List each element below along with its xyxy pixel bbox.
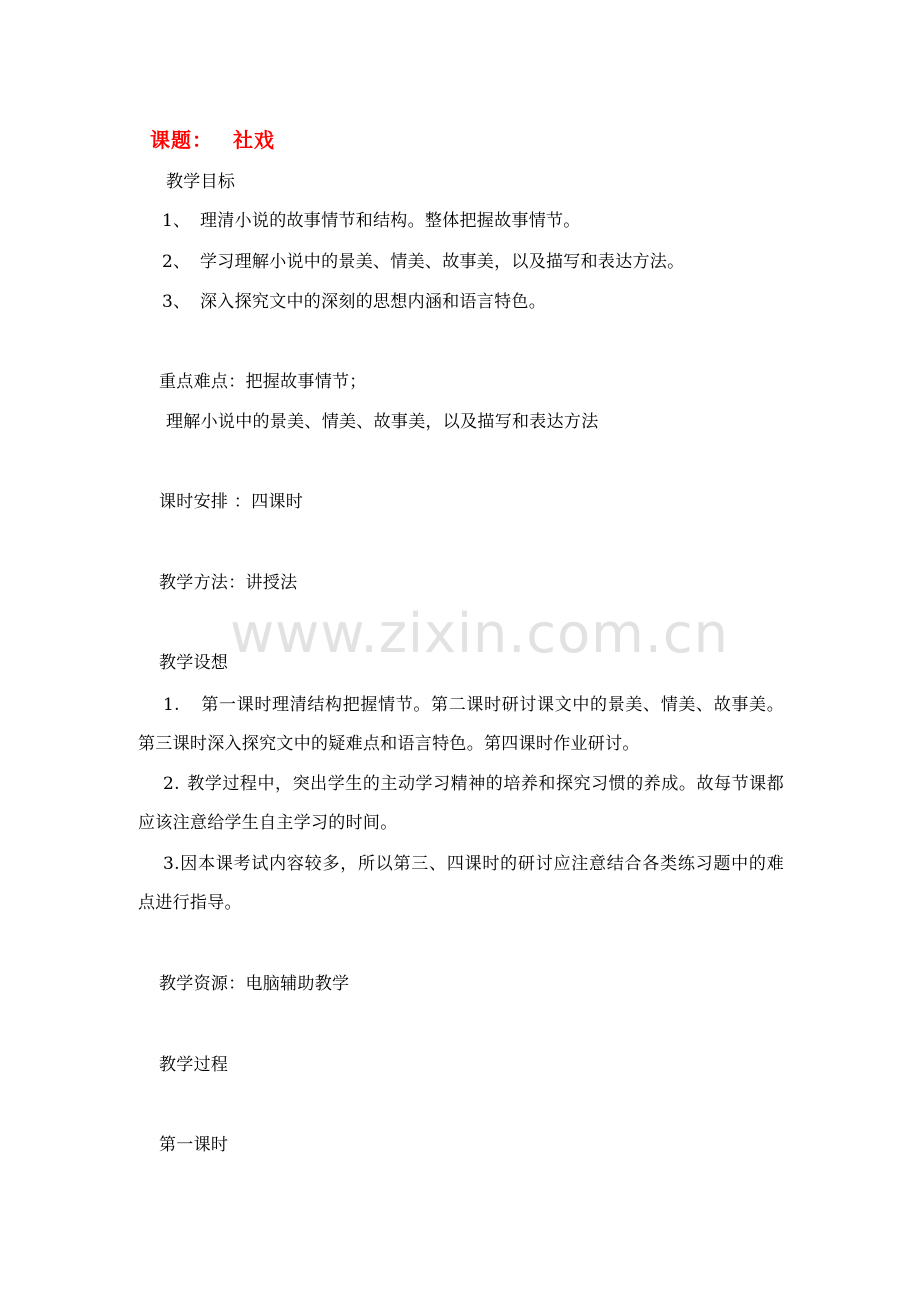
design-item-text: 因本课考试内容较多，所以第三、四课时的研讨应注意结合各类练习题中的难点进行指导。 xyxy=(138,854,784,913)
design-item xyxy=(138,686,784,764)
lesson-schedule: 课时安排 ：四课时 xyxy=(159,492,304,512)
objectives-heading: 教学目标 xyxy=(166,172,236,192)
design-heading: 教学设想 xyxy=(159,653,229,673)
first-lesson-heading: 第一课时 xyxy=(159,1135,229,1155)
key-points-line-2: 理解小说中的景美、情美、故事美，以及描写和表达方法 xyxy=(166,412,599,432)
key-points-line-1: 重点难点：把握故事情节； xyxy=(159,372,367,392)
objective-text: 学习理解小说中的景美、情美、故事美，以及描写和表达方法。 xyxy=(200,252,685,272)
design-item-text: 教学过程中，突出学生的主动学习精神的培养和探究习惯的养成。故每节课都应该注意给学生自主学习的时间。 xyxy=(138,774,784,833)
design-item xyxy=(138,845,784,923)
design-item-number: 2. xyxy=(163,774,180,794)
design-item-number: 3. xyxy=(163,854,180,874)
design-item-text: 第一课时理清结构把握情节。第二课时研讨课文中的景美、情美、故事美。第三课时深入探究文中的疑难点和语言特色。第四课时作业研讨。 xyxy=(138,695,784,754)
objective-text: 理清小说的故事情节和结构。整体把握故事情节。 xyxy=(200,211,581,231)
teaching-resources: 教学资源：电脑辅助教学 xyxy=(159,974,350,994)
watermark: www.zixin.com.cn xyxy=(230,602,729,665)
lesson-title xyxy=(150,124,275,153)
objective-number: 1、 xyxy=(162,211,191,231)
objective-number: 2、 xyxy=(162,252,191,272)
objective-text: 深入探究文中的深刻的思想内涵和语言特色。 xyxy=(200,292,546,312)
objective-item xyxy=(162,291,546,313)
teaching-method: 教学方法：讲授法 xyxy=(159,573,298,593)
teaching-process-heading: 教学过程 xyxy=(159,1055,229,1075)
lesson-title-label: 课题： xyxy=(150,128,213,152)
objective-number: 3、 xyxy=(162,292,191,312)
design-item-number: 1. xyxy=(163,695,180,715)
lesson-title-name: 社戏 xyxy=(233,128,275,152)
objective-item xyxy=(162,251,684,273)
objective-item xyxy=(162,210,581,232)
design-item xyxy=(138,765,784,843)
